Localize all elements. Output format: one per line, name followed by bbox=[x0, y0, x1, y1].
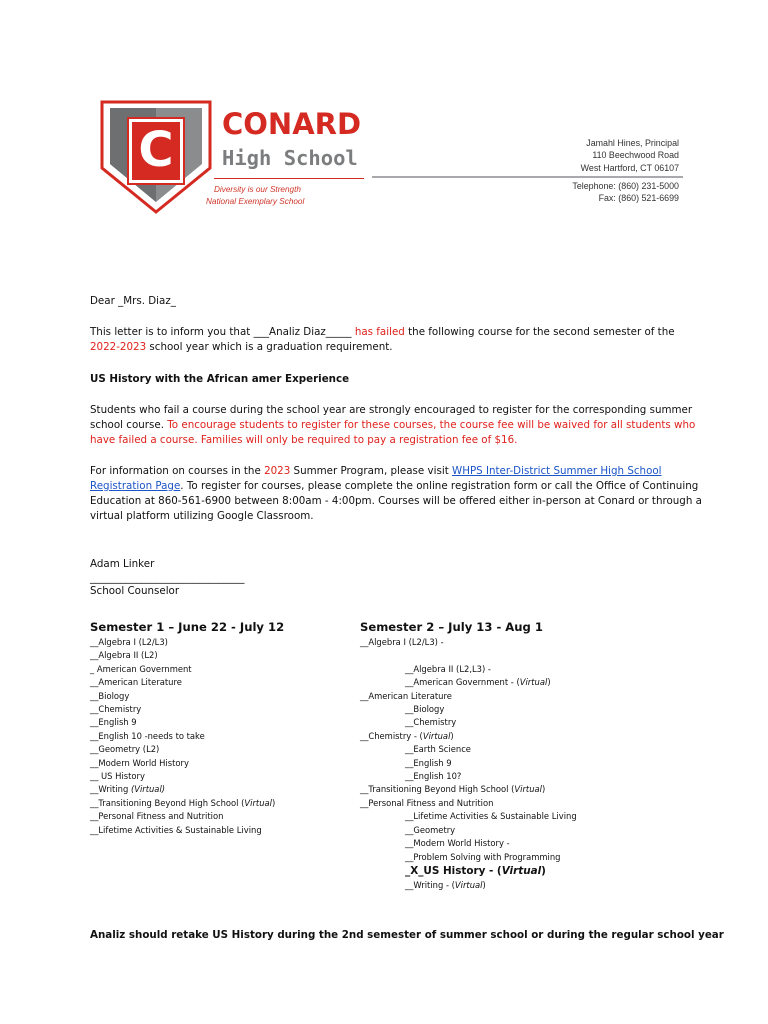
fax: Fax: (860) 521-6699 bbox=[598, 193, 679, 204]
course-item bbox=[360, 824, 690, 837]
course-name: __Writing bbox=[90, 784, 131, 795]
course-name: __Personal Fitness and Nutrition bbox=[360, 797, 494, 808]
virtual-tag: Virtual bbox=[422, 730, 451, 741]
semester-1-course-list bbox=[90, 636, 350, 837]
course-item bbox=[360, 783, 690, 796]
p3-year: 2023 bbox=[264, 465, 291, 477]
p3-line-1 bbox=[90, 464, 710, 479]
course-item bbox=[90, 703, 350, 716]
school-name: CONARD bbox=[222, 107, 362, 141]
p2-line-3: have failed a course. Families will only be required to pay a registration fee of $16. bbox=[90, 434, 518, 446]
failed-course-title: US History with the African amer Experience bbox=[90, 373, 350, 385]
p1-failed: has failed bbox=[351, 326, 409, 338]
p3-text-a: For information on courses in the bbox=[90, 465, 265, 477]
course-name: __Lifetime Activities & Sustainable Living bbox=[405, 811, 577, 822]
p3-line-3: Education at 860-561-6900 between 8:00am - 4:00pm. Courses will be offered either in-person at Conard or through a bbox=[90, 495, 702, 507]
course-suffix: ) bbox=[450, 730, 454, 741]
course-name: __American Literature bbox=[90, 677, 182, 688]
p2-line-1: Students who fail a course during the school year are strongly encouraged to register for the corresponding summer bbox=[90, 404, 693, 416]
shield-letter: C bbox=[138, 122, 174, 178]
course-name: __English 9 bbox=[90, 717, 137, 728]
course-item bbox=[90, 743, 350, 756]
course-name: __American Literature bbox=[360, 690, 452, 701]
p3-text-c: . To register for courses, please complete the online registration form or call the Office of Continuing bbox=[180, 480, 699, 492]
course-name: __Algebra II (L2) bbox=[90, 650, 158, 661]
principal-name: Jamahl Hines, Principal bbox=[586, 138, 679, 148]
logo-divider bbox=[214, 178, 364, 179]
course-item bbox=[90, 797, 350, 810]
signer-name: Adam Linker bbox=[90, 558, 155, 570]
course-name: __Algebra II (L2,L3) - bbox=[405, 663, 491, 674]
course-item bbox=[90, 636, 350, 649]
course-name: __ US History bbox=[90, 771, 145, 782]
semester-2-heading: Semester 2 – July 13 - Aug 1 bbox=[360, 620, 543, 634]
course-name: __English 10 -needs to take bbox=[90, 730, 205, 741]
last-course-after: ) bbox=[482, 879, 486, 890]
motto-line-1: Diversity is our Strength bbox=[214, 185, 301, 194]
semester-2-course-list bbox=[360, 636, 690, 864]
p2-fee-waiver: To encourage students to register for these courses, the course fee will be waived for all students who bbox=[167, 419, 696, 431]
course-item bbox=[90, 716, 350, 729]
contact-numbers bbox=[459, 180, 679, 205]
p3-text-b: Summer Program, please visit bbox=[290, 465, 453, 477]
course-item bbox=[360, 743, 690, 756]
course-item bbox=[90, 783, 350, 796]
course-name: __Algebra I (L2/L3) bbox=[90, 637, 168, 647]
p3-line-4: virtual platform utilizing Google Classroom. bbox=[90, 510, 314, 522]
course-item bbox=[90, 663, 350, 676]
course-item bbox=[360, 770, 690, 783]
course-item bbox=[360, 851, 690, 864]
course-item bbox=[360, 649, 690, 662]
course-name: __Biology bbox=[405, 704, 445, 715]
registration-link-part-2[interactable]: Registration Page bbox=[90, 480, 181, 492]
course-item bbox=[360, 636, 690, 649]
course-name: __Chemistry - ( bbox=[360, 730, 423, 741]
course-item bbox=[360, 703, 690, 716]
course-item bbox=[90, 730, 350, 743]
virtual-tag: Virtual bbox=[244, 797, 272, 808]
course-item bbox=[360, 797, 690, 810]
semester-1-heading: Semester 1 – June 22 - July 12 bbox=[90, 620, 285, 634]
paragraph-1 bbox=[90, 325, 710, 355]
highlight-course-after: ) bbox=[541, 864, 546, 877]
p1-school-year: 2022-2023 bbox=[90, 341, 147, 353]
course-item bbox=[360, 730, 690, 743]
course-name: __Biology bbox=[90, 690, 130, 701]
course-suffix: ) bbox=[271, 797, 276, 808]
course-name: _ American Government bbox=[90, 663, 192, 674]
course-item bbox=[90, 676, 350, 689]
p3-line-2 bbox=[90, 479, 710, 494]
course-item bbox=[90, 824, 350, 837]
course-item bbox=[360, 663, 690, 676]
telephone: Telephone: (860) 231-5000 bbox=[572, 181, 679, 191]
course-suffix: ) bbox=[541, 784, 546, 795]
course-item bbox=[360, 757, 690, 770]
course-name: __Transitioning Beyond High School ( bbox=[360, 784, 515, 795]
salutation: Dear _Mrs. Diaz_ bbox=[90, 295, 176, 307]
city-address: West Hartford, CT 06107 bbox=[580, 162, 679, 173]
course-name: __Geometry bbox=[405, 824, 456, 835]
course-name: __Modern World History bbox=[90, 757, 189, 768]
course-item bbox=[360, 676, 690, 689]
signature-block bbox=[90, 557, 244, 599]
street-address: 110 Beechwood Road bbox=[592, 150, 679, 161]
course-name: __Earth Science bbox=[405, 744, 471, 755]
course-name: __English 10? bbox=[405, 771, 462, 782]
p2-text-a: school course. bbox=[90, 419, 168, 431]
course-name: __Lifetime Activities & Sustainable Living bbox=[90, 824, 262, 835]
course-item bbox=[90, 810, 350, 823]
virtual-tag: (Virtual) bbox=[130, 784, 166, 795]
course-item bbox=[360, 837, 690, 850]
course-name: __Algebra I (L2/L3) - bbox=[360, 637, 444, 647]
course-item bbox=[90, 690, 350, 703]
course-item bbox=[90, 649, 350, 662]
course-suffix: ) bbox=[547, 677, 551, 688]
header-rule bbox=[372, 176, 683, 178]
course-name: __Chemistry bbox=[90, 704, 142, 715]
school-subtitle: High School bbox=[222, 146, 358, 170]
p1-text-c: school year which is a graduation requirement. bbox=[146, 341, 393, 353]
principal-address bbox=[459, 137, 679, 174]
course-name: __Chemistry bbox=[405, 717, 457, 728]
semester-1-column bbox=[90, 619, 350, 837]
course-name: __Problem Solving with Programming bbox=[405, 851, 561, 862]
highlight-course-virtual: Virtual bbox=[501, 864, 542, 877]
course-name: __English 9 bbox=[405, 757, 452, 768]
signature-line: ______________________________ bbox=[90, 572, 245, 584]
closing-note: Analiz should retake US History during the 2nd semester of summer school or during the regular school year bbox=[90, 929, 724, 941]
course-name: __Geometry (L2) bbox=[90, 744, 160, 755]
highlight-course-text: _X_US History - ( bbox=[405, 864, 502, 877]
course-item bbox=[90, 770, 350, 783]
paragraph-3 bbox=[90, 464, 710, 524]
p1-text-b: the following course for the second semester of the bbox=[408, 326, 675, 338]
course-item bbox=[360, 810, 690, 823]
p2-line-2 bbox=[90, 418, 710, 433]
p1-text-a: This letter is to inform you that ___Analiz Diaz_____ bbox=[90, 326, 352, 338]
registration-link-part-1[interactable]: WHPS Inter-District Summer High School bbox=[452, 465, 662, 477]
course-item bbox=[90, 757, 350, 770]
course-item bbox=[360, 690, 690, 703]
course-name: __Transitioning Beyond High School ( bbox=[90, 797, 245, 808]
course-item bbox=[360, 716, 690, 729]
course-name: __Modern World History - bbox=[405, 838, 510, 849]
semester-2-column bbox=[360, 619, 690, 892]
last-course bbox=[360, 879, 690, 892]
paragraph-1-line-2 bbox=[90, 340, 710, 355]
course-name: __American Government - ( bbox=[405, 677, 520, 688]
paragraph-2 bbox=[90, 403, 710, 448]
virtual-tag: Virtual bbox=[514, 784, 542, 795]
paragraph-1-line-1 bbox=[90, 325, 710, 340]
signer-title: School Counselor bbox=[90, 585, 180, 597]
last-course-text: __Writing - ( bbox=[405, 879, 455, 890]
course-name: __Personal Fitness and Nutrition bbox=[90, 811, 224, 822]
letterhead bbox=[0, 0, 768, 240]
virtual-tag: Virtual bbox=[519, 677, 548, 688]
motto-line-2: National Exemplary School bbox=[206, 197, 305, 206]
highlighted-course bbox=[360, 864, 690, 879]
last-course-virtual: Virtual bbox=[454, 879, 483, 890]
